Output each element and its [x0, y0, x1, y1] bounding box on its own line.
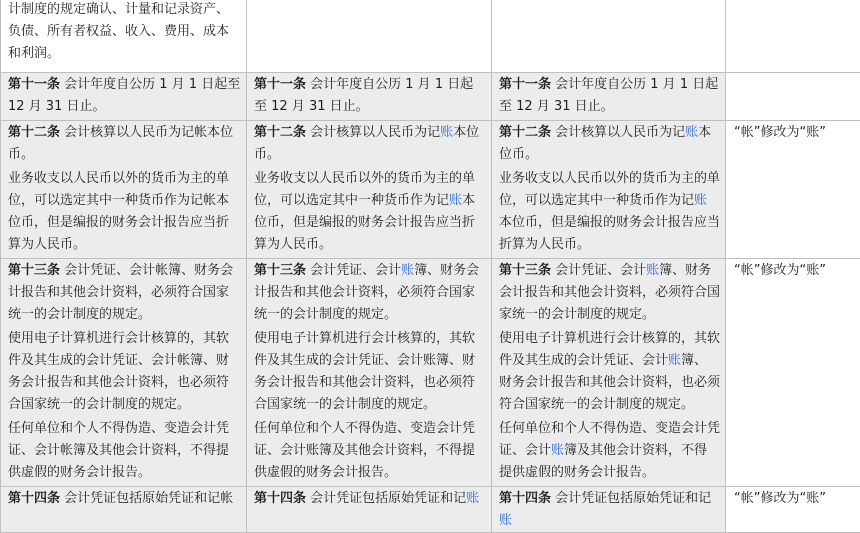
note-cell [726, 0, 860, 73]
highlighted-change: 账 [694, 193, 707, 208]
old-text-cell: 第十四条 会计凭证包括原始凭证和记帐 [1, 487, 247, 533]
note-cell [726, 73, 860, 121]
paragraph: 第十二条 会计核算以人民币为记帐本位币。 [8, 122, 241, 166]
paragraph: 第十三条 会计凭证、会计账簿、财务会计报告和其他会计资料，必须符合国家统一的会计制度的规定。 [499, 260, 720, 326]
draft-text-cell: 第十四条 会计凭证包括原始凭证和记账 [247, 487, 492, 533]
article-number: 第十一条 [499, 77, 551, 92]
draft-text-cell [247, 121, 492, 259]
article-number: 第十三条 [499, 263, 551, 278]
article-number: 第十三条 [8, 263, 60, 278]
article-number: 第十四条 [254, 491, 306, 506]
note-cell: “帐”修改为“账” [726, 121, 860, 259]
final-text-cell: 第十四条 会计凭证包括原始凭证和记账 [492, 487, 726, 533]
old-text-cell: 第十一条 会计年度自公历 1 月 1 日起至 12 月 31 日止。 [1, 73, 247, 121]
paragraph: 任何单位和个人不得伪造、变造会计凭证、会计帐簿及其他会计资料，不得提供虚假的财务会计报告。 [8, 418, 241, 484]
final-text-cell: 第十一条 会计年度自公历 1 月 1 日起至 12 月 31 日止。 [492, 73, 726, 121]
highlighted-change: 账 [401, 263, 414, 278]
paragraph: 业务收支以人民币以外的货币为主的单位，可以选定其中一种货币作为记账本位币，但是编报的财务会计报告应当折算为人民币。 [254, 168, 486, 256]
paragraph: 第十三条 会计凭证、会计账簿、财务会计报告和其他会计资料，必须符合国家统一的会计制度的规定。 [254, 260, 486, 326]
final-text-cell [492, 259, 726, 487]
note-cell: “帐”修改为“账” [726, 487, 860, 533]
old-text-cell [1, 259, 247, 487]
highlighted-change: 账 [466, 491, 479, 506]
paragraph: 第十二条 会计核算以人民币为记账本位币。 [499, 122, 720, 166]
paragraph: 使用电子计算机进行会计核算的，其软件及其生成的会计凭证、会计账簿、财务会计报告和其他会计资料，也必须符合国家统一的会计制度的规定。 [254, 328, 486, 416]
paragraph: 使用电子计算机进行会计核算的，其软件及其生成的会计凭证、会计账簿、财务会计报告和其他会计资料，也必须符合国家统一的会计制度的规定。 [499, 328, 720, 416]
table-row [1, 487, 860, 533]
article-number: 第十一条 [254, 77, 306, 92]
article-number: 第十一条 [8, 77, 60, 92]
article-number: 第十二条 [254, 125, 306, 140]
table-row [1, 0, 860, 73]
paragraph: 第十二条 会计核算以人民币为记账本位币。 [254, 122, 486, 166]
highlighted-change: 账 [449, 193, 462, 208]
paragraph: 业务收支以人民币以外的货币为主的单位，可以选定其中一种货币作为记账本位币，但是编报的财务会计报告应当折算为人民币。 [499, 168, 720, 256]
note-cell: “帐”修改为“账” [726, 259, 860, 487]
highlighted-change: 账 [499, 513, 512, 528]
highlighted-change: 账 [685, 125, 698, 140]
highlighted-change: 账 [551, 443, 564, 458]
table-row [1, 259, 860, 487]
table-row [1, 73, 860, 121]
draft-text-cell [247, 0, 492, 73]
table-row [1, 121, 860, 259]
draft-text-cell: 第十一条 会计年度自公历 1 月 1 日起至 12 月 31 日止。 [247, 73, 492, 121]
article-number: 第十三条 [254, 263, 306, 278]
old-text-cell: 计制度的规定确认、计量和记录资产、负债、所有者权益、收入、费用、成本和利润。 [1, 0, 247, 73]
highlighted-change: 账 [646, 263, 659, 278]
paragraph: 使用电子计算机进行会计核算的，其软件及其生成的会计凭证、会计帐簿、财务会计报告和其他会计资料，也必须符合国家统一的会计制度的规定。 [8, 328, 241, 416]
paragraph: 任何单位和个人不得伪造、变造会计凭证、会计账簿及其他会计资料，不得提供虚假的财务会计报告。 [499, 418, 720, 484]
final-text-cell [492, 121, 726, 259]
paragraph: 第十三条 会计凭证、会计帐簿、财务会计报告和其他会计资料，必须符合国家统一的会计制度的规定。 [8, 260, 241, 326]
final-text-cell [492, 0, 726, 73]
article-number: 第十四条 [499, 491, 551, 506]
draft-text-cell [247, 259, 492, 487]
paragraph: 业务收支以人民币以外的货币为主的单位，可以选定其中一种货币作为记帐本位币，但是编报的财务会计报告应当折算为人民币。 [8, 168, 241, 256]
highlighted-change: 账 [440, 125, 453, 140]
old-text-cell [1, 121, 247, 259]
article-number: 第十二条 [8, 125, 60, 140]
article-number: 第十四条 [8, 491, 60, 506]
article-number: 第十二条 [499, 125, 551, 140]
paragraph: 任何单位和个人不得伪造、变造会计凭证、会计账簿及其他会计资料，不得提供虚假的财务会计报告。 [254, 418, 486, 484]
highlighted-change: 账 [668, 353, 681, 368]
